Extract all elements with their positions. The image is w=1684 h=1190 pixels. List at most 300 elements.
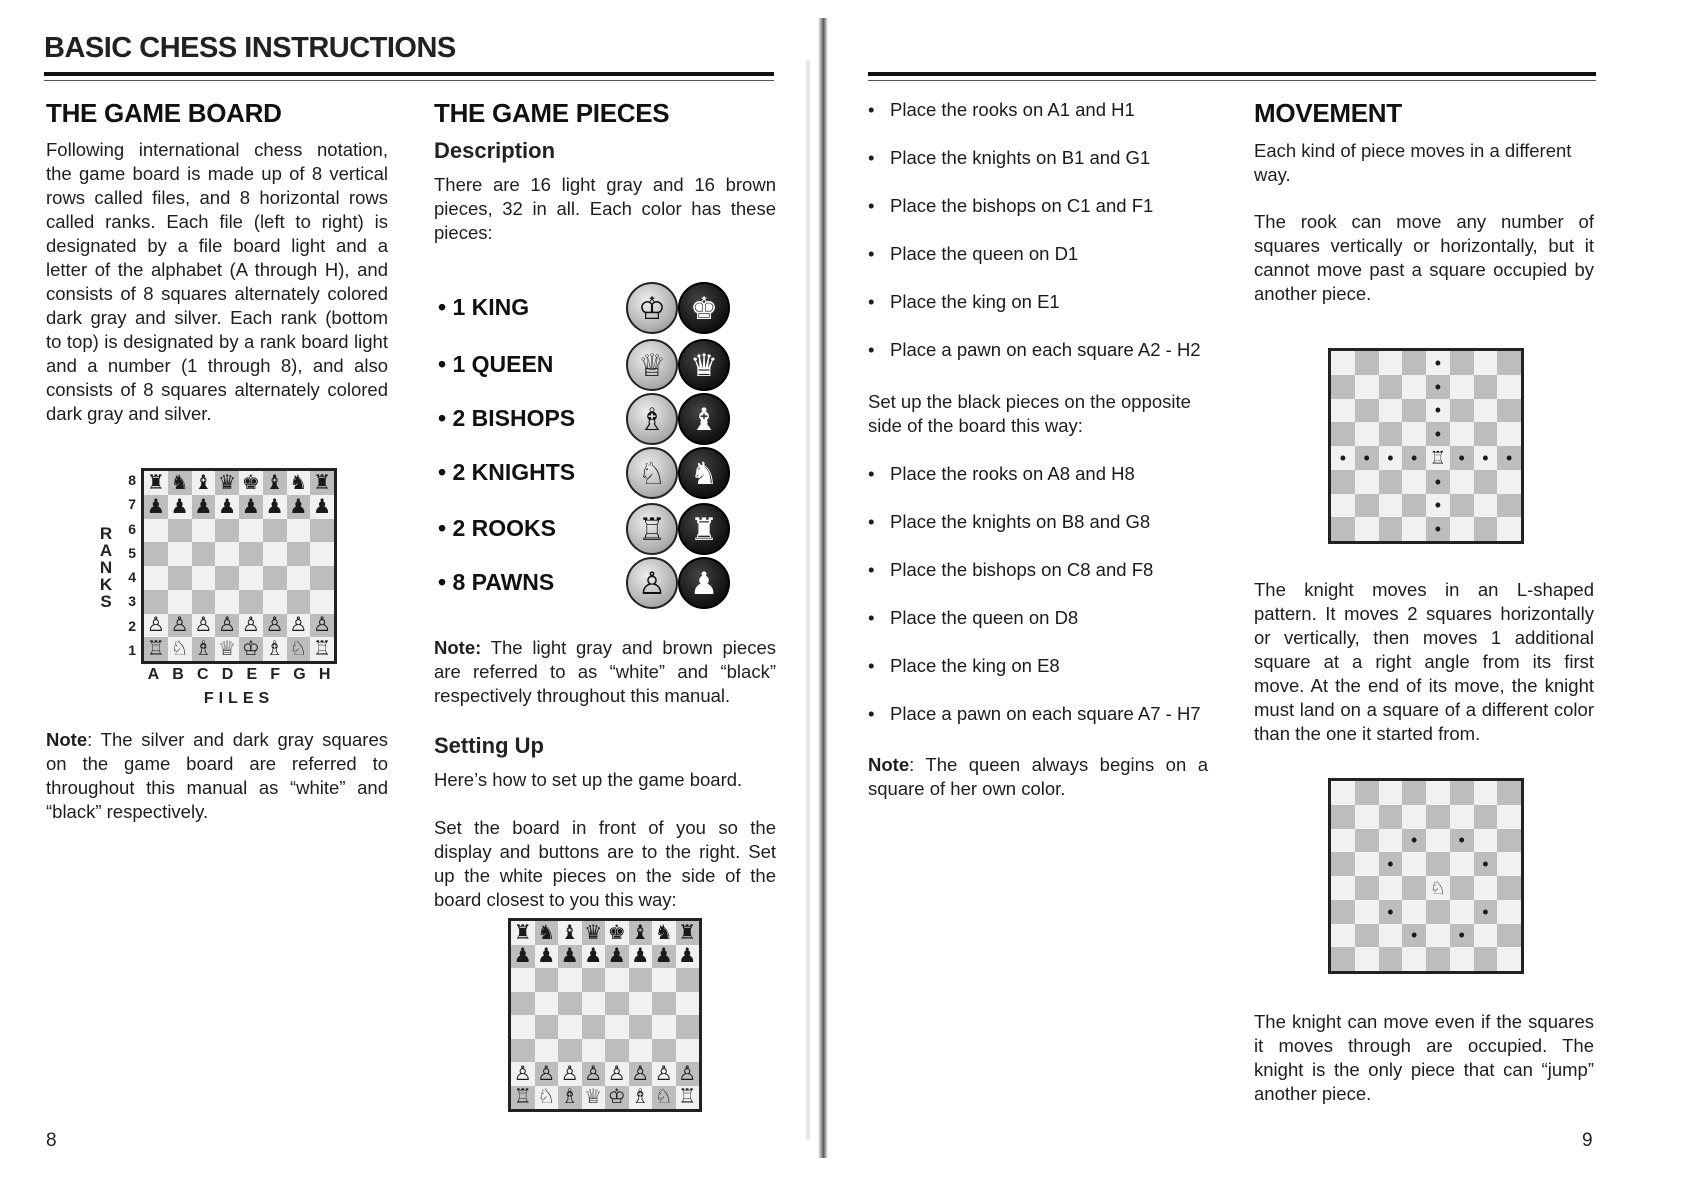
board-square (310, 566, 334, 590)
board-square (1450, 494, 1474, 518)
right-top-rule (868, 72, 1596, 76)
setup-instruction: • Place the bishops on C8 and F8 (868, 558, 1218, 582)
board-square: ♚ (605, 921, 629, 945)
board-square (605, 1039, 629, 1063)
board-square (1331, 805, 1355, 829)
board-square: ♟ (287, 495, 311, 519)
board-square (652, 1015, 676, 1039)
piece-row (438, 557, 738, 607)
board-square (652, 992, 676, 1016)
board-square: ♙ (676, 1062, 700, 1086)
file-letter: A (147, 666, 160, 683)
rank-number: 4 (128, 569, 136, 586)
board-square: ♗ (558, 1086, 582, 1110)
movement-para1: Each kind of piece moves in a different way. (1254, 140, 1572, 185)
board-square (1379, 494, 1403, 518)
board-square (239, 590, 263, 614)
board-square (1474, 876, 1498, 900)
board-square: ♘ (535, 1086, 559, 1110)
black-setup-intro: Set up the black pieces on the opposite side of the board this way: (868, 391, 1191, 436)
board-square (1355, 900, 1379, 924)
ranks-label (96, 525, 116, 610)
ranks-letter: R (99, 524, 113, 543)
dark-piece-icon: ♛ (678, 339, 730, 391)
rank-number: 7 (128, 496, 136, 513)
board-square (1497, 876, 1521, 900)
setup-instruction: • Place the queen on D1 (868, 242, 1218, 266)
board-square: ♙ (535, 1062, 559, 1086)
board-square: ♖ (676, 1086, 700, 1110)
board-square: • (1426, 351, 1450, 375)
game-board-paragraph: Following international chess notation, the game board is made up of 8 vertical rows called files, and 8 horizontal rows called ranks. Each file (left to right) is designated by a file board light and a letter of the alphabet (A through H), and consists of 8 squares alternately colored dark gray and silver. Each rank (bottom to top) is designated by a rank board light and a number (1 through 8), and also consists of 8 squares alternately colored dark gray and silver. (46, 139, 388, 424)
board-square (1497, 399, 1521, 423)
board-square (215, 566, 239, 590)
board-square (1355, 517, 1379, 541)
board-square: ♖ (511, 1086, 535, 1110)
board-square (1450, 351, 1474, 375)
board-square (1331, 852, 1355, 876)
note-text: : The queen always begins on a square of her own color. (868, 754, 1208, 799)
board-square (1402, 876, 1426, 900)
rank-numbers (122, 468, 136, 662)
board-square (1331, 781, 1355, 805)
board-square (676, 992, 700, 1016)
board-square (263, 542, 287, 566)
board-square: ♜ (511, 921, 535, 945)
queen-note (868, 753, 1208, 801)
board-square (1402, 805, 1426, 829)
note-text: : The silver and dark gray squares on the game board are referred to throughout this manual as “white” and “black” respectively. (46, 729, 388, 822)
board-square (168, 519, 192, 543)
board-square (144, 590, 168, 614)
board-square (1331, 422, 1355, 446)
board-square (652, 968, 676, 992)
board-square (1379, 924, 1403, 948)
board-square (1355, 924, 1379, 948)
board-square (1450, 422, 1474, 446)
page-number-left: 8 (46, 1130, 57, 1151)
dark-piece-icon: ♟ (678, 557, 730, 609)
board-square (558, 1015, 582, 1039)
board-square (511, 968, 535, 992)
light-piece-icon: ♕ (626, 339, 678, 391)
board-square (1450, 399, 1474, 423)
board-square: ♝ (558, 921, 582, 945)
board-square (1450, 947, 1474, 971)
board-square (1331, 947, 1355, 971)
game-pieces-heading: THE GAME PIECES (434, 98, 670, 128)
movement-heading: MOVEMENT (1254, 98, 1402, 128)
board-square (168, 590, 192, 614)
board-square: ♜ (144, 471, 168, 495)
board-square: • (1497, 446, 1521, 470)
board-square: ♟ (652, 945, 676, 969)
board-square (558, 992, 582, 1016)
board-square: • (1402, 924, 1426, 948)
board-square (310, 590, 334, 614)
board-square (1355, 947, 1379, 971)
knight-movement-diagram (1328, 778, 1524, 974)
board-square: ♟ (605, 945, 629, 969)
board-square (582, 992, 606, 1016)
description-paragraph: There are 16 light gray and 16 brown pieces, 32 in all. Each color has these pieces: (434, 174, 776, 243)
board-square: • (1474, 446, 1498, 470)
dark-piece-icon: ♝ (678, 393, 730, 445)
board-square (1355, 829, 1379, 853)
board-square (1355, 781, 1379, 805)
board-square (652, 1039, 676, 1063)
board-square: ♝ (192, 471, 216, 495)
piece-row (438, 393, 738, 443)
rank-number: 5 (128, 544, 136, 561)
board-square (215, 590, 239, 614)
board-square: ♜ (676, 921, 700, 945)
right-top-rule-thin (868, 80, 1596, 81)
board-square (1402, 399, 1426, 423)
setup-instruction: • Place a pawn on each square A2 - H2 (868, 338, 1218, 362)
board-square (1497, 517, 1521, 541)
board-square (1331, 494, 1355, 518)
board-square (192, 519, 216, 543)
board-square (1426, 900, 1450, 924)
board-square (1402, 422, 1426, 446)
board-square (310, 519, 334, 543)
note-label: Note (46, 729, 88, 750)
setup-instruction: • Place the bishops on C1 and F1 (868, 194, 1218, 218)
board-square: ♙ (582, 1062, 606, 1086)
light-piece-icon: ♗ (626, 393, 678, 445)
board-square: ♙ (263, 614, 287, 638)
board-square (168, 542, 192, 566)
board-square (535, 1015, 559, 1039)
setup-instruction: • Place the rooks on A1 and H1 (868, 98, 1218, 122)
setting-up-para2: Set the board in front of you so the display and buttons are to the right. Set up the white pieces on the side of the board closest to you this way: (434, 817, 776, 910)
board-square: ♞ (652, 921, 676, 945)
board-square (1331, 829, 1355, 853)
dark-piece-icon: ♚ (678, 282, 730, 334)
board-square (1331, 470, 1355, 494)
board-square (1497, 781, 1521, 805)
board-square: ♟ (310, 495, 334, 519)
board-square (1331, 399, 1355, 423)
board-square (1379, 829, 1403, 853)
board-square: ♟ (144, 495, 168, 519)
board-square: ♖ (144, 637, 168, 661)
board-square: ♙ (511, 1062, 535, 1086)
piece-label: • 1 QUEEN (438, 351, 554, 377)
board-square (1331, 375, 1355, 399)
board-square (1450, 470, 1474, 494)
board-square: ♟ (511, 945, 535, 969)
board-square (239, 542, 263, 566)
board-square (558, 968, 582, 992)
board-square: ♟ (215, 495, 239, 519)
board-square (1402, 852, 1426, 876)
board-square (1450, 876, 1474, 900)
board-square: ♙ (605, 1062, 629, 1086)
board-square: ♟ (558, 945, 582, 969)
board-square: • (1379, 852, 1403, 876)
board-square (1402, 470, 1426, 494)
board-square (1402, 494, 1426, 518)
board-square (1426, 781, 1450, 805)
board-square (629, 1039, 653, 1063)
board-square: ♞ (287, 471, 311, 495)
board-square (1379, 876, 1403, 900)
board-square: ♟ (263, 495, 287, 519)
board-square (1355, 494, 1379, 518)
board-square (1379, 517, 1403, 541)
board-square (1474, 805, 1498, 829)
piece-label: • 1 KING (438, 294, 530, 320)
files-label: FILES (203, 690, 275, 707)
board-square: • (1450, 446, 1474, 470)
file-letter: F (270, 666, 281, 683)
board-square (535, 968, 559, 992)
file-letter: D (221, 666, 234, 683)
board-square (1331, 351, 1355, 375)
board-square (144, 519, 168, 543)
board-square: ♔ (239, 637, 263, 661)
board-square (1355, 422, 1379, 446)
board-square: ♙ (239, 614, 263, 638)
board-square: ♟ (676, 945, 700, 969)
board-square (1497, 422, 1521, 446)
board-square: ♙ (310, 614, 334, 638)
board-square: ♚ (239, 471, 263, 495)
board-square: ♟ (629, 945, 653, 969)
board-square: ♙ (652, 1062, 676, 1086)
board-square (1474, 399, 1498, 423)
board-square (605, 968, 629, 992)
board-square (1331, 924, 1355, 948)
page-number-right: 9 (1582, 1130, 1593, 1151)
page-title: BASIC CHESS INSTRUCTIONS (44, 32, 456, 64)
rank-number: 8 (128, 472, 136, 488)
board-square (263, 519, 287, 543)
file-letter: H (318, 666, 331, 683)
board-square: • (1379, 900, 1403, 924)
note-label: Note (868, 754, 910, 775)
board-square (1331, 517, 1355, 541)
piece-label: • 2 ROOKS (438, 515, 556, 541)
board-square: ♖ (310, 637, 334, 661)
notation-board-diagram (141, 468, 337, 664)
board-square (239, 566, 263, 590)
board-square (1426, 805, 1450, 829)
board-square: ♙ (144, 614, 168, 638)
piece-label: • 2 BISHOPS (438, 405, 576, 431)
board-square (1402, 781, 1426, 805)
board-square: ♛ (215, 471, 239, 495)
board-square (310, 542, 334, 566)
board-square (1474, 947, 1498, 971)
board-square: ♝ (263, 471, 287, 495)
file-letter: E (246, 666, 258, 683)
board-square (1474, 924, 1498, 948)
board-square (263, 566, 287, 590)
board-square (215, 542, 239, 566)
board-square (1379, 947, 1403, 971)
board-square (1426, 829, 1450, 853)
board-square (192, 590, 216, 614)
board-square (676, 1015, 700, 1039)
board-square (168, 566, 192, 590)
board-square (1331, 876, 1355, 900)
setup-board-diagram (508, 918, 702, 1112)
board-square: ♞ (168, 471, 192, 495)
rook-movement-diagram (1328, 348, 1524, 544)
board-square: ♙ (215, 614, 239, 638)
piece-row (438, 447, 738, 497)
setup-instruction: • Place a pawn on each square A7 - H7 (868, 702, 1218, 726)
board-square (287, 542, 311, 566)
setup-instruction: • Place the knights on B8 and G8 (868, 510, 1218, 534)
board-square: ♗ (629, 1086, 653, 1110)
dark-piece-icon: ♞ (678, 447, 730, 499)
white-setup-list (868, 98, 1218, 386)
board-square: ♘ (652, 1086, 676, 1110)
board-square: ♟ (168, 495, 192, 519)
setup-instruction: • Place the rooks on A8 and H8 (868, 462, 1218, 486)
board-square: ♔ (605, 1086, 629, 1110)
board-square (192, 566, 216, 590)
board-square: ♙ (629, 1062, 653, 1086)
board-square: ♗ (263, 637, 287, 661)
book-spine (818, 18, 828, 1158)
board-square (1450, 781, 1474, 805)
board-square: ♙ (192, 614, 216, 638)
board-square (1497, 829, 1521, 853)
board-square (1450, 517, 1474, 541)
board-square (1426, 924, 1450, 948)
file-letter: G (293, 666, 306, 683)
board-square: ♜ (310, 471, 334, 495)
board-square: • (1474, 900, 1498, 924)
board-square (676, 968, 700, 992)
board-square: ♘ (168, 637, 192, 661)
setup-instruction: • Place the knights on B1 and G1 (868, 146, 1218, 170)
board-square (1355, 852, 1379, 876)
board-square: • (1426, 517, 1450, 541)
board-square (287, 566, 311, 590)
board-square (1379, 351, 1403, 375)
board-square (1497, 351, 1521, 375)
board-square: • (1450, 924, 1474, 948)
title-rule (44, 72, 774, 76)
board-square (1402, 351, 1426, 375)
board-square: ♟ (582, 945, 606, 969)
board-square (1402, 947, 1426, 971)
board-square (1355, 375, 1379, 399)
file-letter: C (197, 666, 209, 683)
board-square: ♟ (535, 945, 559, 969)
piece-label: • 2 KNIGHTS (438, 459, 576, 485)
file-letters (141, 666, 337, 684)
knight-jump-para: The knight can move even if the squares it moves through are occupied. The knight is the only piece that can “jump” another piece. (1254, 1011, 1594, 1104)
board-square (535, 992, 559, 1016)
board-square: • (1426, 399, 1450, 423)
board-square (1379, 805, 1403, 829)
board-square: • (1402, 829, 1426, 853)
piece-row (438, 503, 738, 553)
note-label: Note: (434, 637, 482, 658)
board-square (558, 1039, 582, 1063)
board-square (287, 519, 311, 543)
board-square (1379, 470, 1403, 494)
piece-row (438, 339, 738, 389)
board-square (676, 1039, 700, 1063)
setting-up-para1: Here’s how to set up the game board. (434, 769, 743, 790)
board-square (1450, 900, 1474, 924)
ranks-letter: K (99, 575, 113, 594)
rook-movement-para: The rook can move any number of squares vertically or horizontally, but it cannot move past a square occupied by another piece. (1254, 211, 1594, 304)
board-square (1379, 399, 1403, 423)
board-square (629, 1015, 653, 1039)
board-square (629, 968, 653, 992)
board-square (1450, 852, 1474, 876)
board-square (1355, 399, 1379, 423)
board-square: ♗ (192, 637, 216, 661)
rank-number: 1 (128, 642, 136, 659)
board-square (192, 542, 216, 566)
black-setup-list (868, 462, 1218, 750)
board-square (1474, 375, 1498, 399)
ranks-letter: A (99, 541, 113, 560)
board-square (1379, 422, 1403, 446)
board-square: • (1450, 829, 1474, 853)
board-square (1497, 805, 1521, 829)
rank-number: 6 (128, 520, 136, 537)
board-square (1474, 781, 1498, 805)
board-square (511, 1015, 535, 1039)
knight-movement-para: The knight moves in an L-shaped pattern. It moves 2 squares horizontally or vertically, then moves 1 additional square at a right angle from its first move. At the end of its move, the knight must land on a square of a different color than the one it started from. (1254, 579, 1594, 744)
board-square (582, 1015, 606, 1039)
rank-number: 3 (128, 593, 136, 610)
board-square (1474, 517, 1498, 541)
rank-number: 2 (128, 617, 136, 634)
light-piece-icon: ♘ (626, 447, 678, 499)
board-square (1474, 829, 1498, 853)
ranks-letter: S (100, 592, 112, 611)
board-square: ♕ (582, 1086, 606, 1110)
board-square: ♕ (215, 637, 239, 661)
board-square: ♛ (582, 921, 606, 945)
board-square: ♞ (535, 921, 559, 945)
board-square: ♝ (629, 921, 653, 945)
board-square (1474, 470, 1498, 494)
board-square (1331, 900, 1355, 924)
board-square (215, 519, 239, 543)
board-square: • (1355, 446, 1379, 470)
board-square: ♘ (287, 637, 311, 661)
page-gutter-shadow (805, 60, 811, 1140)
board-square (1379, 781, 1403, 805)
board-square (582, 968, 606, 992)
board-square (1474, 351, 1498, 375)
board-square: ♙ (558, 1062, 582, 1086)
board-square (1474, 422, 1498, 446)
game-board-heading: THE GAME BOARD (46, 98, 282, 128)
board-square: • (1379, 446, 1403, 470)
board-square (1497, 947, 1521, 971)
setup-instruction: • Place the king on E1 (868, 290, 1218, 314)
board-square (582, 1039, 606, 1063)
board-square (629, 992, 653, 1016)
light-piece-icon: ♖ (626, 503, 678, 555)
piece-row (438, 282, 738, 332)
board-square (1450, 375, 1474, 399)
